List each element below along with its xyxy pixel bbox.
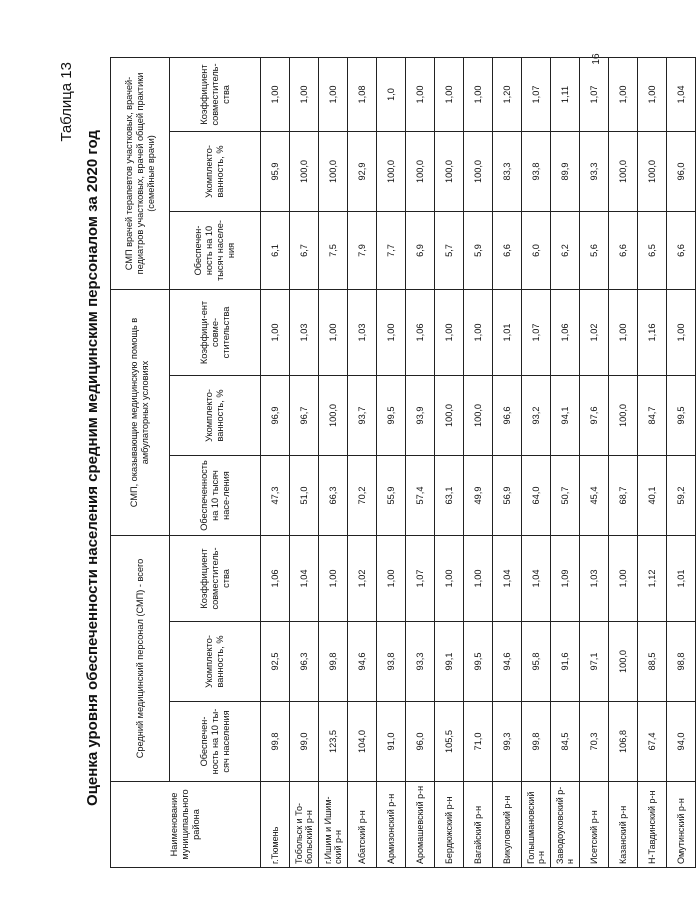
value-cell: 1,07 [406,536,435,622]
value-cell: 96,9 [261,376,290,456]
district-name-cell: Абатский р-н [348,782,377,868]
value-cell: 83,3 [493,132,522,212]
table-row [551,58,580,868]
value-cell: 6,6 [493,212,522,290]
table-row [435,58,464,868]
district-name-cell: Омутинский р-н [667,782,696,868]
value-cell: 100,0 [435,132,464,212]
district-name-cell: Заводоуковский р-н [551,782,580,868]
table-row [290,58,319,868]
value-cell: 70,2 [348,456,377,536]
value-cell: 55,9 [377,456,406,536]
value-cell: 123,5 [319,702,348,782]
value-cell: 96,7 [290,376,319,456]
value-cell: 6,5 [638,212,667,290]
value-cell: 49,9 [464,456,493,536]
value-cell: 99,8 [522,702,551,782]
district-name-cell: Казанский р-н [609,782,638,868]
value-cell: 97,1 [580,622,609,702]
value-cell: 99,0 [290,702,319,782]
value-cell: 99,8 [319,622,348,702]
table-row [580,58,609,868]
value-cell: 100,0 [319,376,348,456]
value-cell: 93,3 [406,622,435,702]
value-cell: 96,0 [406,702,435,782]
value-cell: 1,00 [435,58,464,132]
staffing-table [110,57,696,868]
value-cell: 50,7 [551,456,580,536]
value-cell: 1,00 [609,290,638,376]
value-cell: 1,01 [667,536,696,622]
value-cell: 94,0 [667,702,696,782]
district-name-cell: Тобольск и То-больский р-н [290,782,319,868]
value-cell: 100,0 [464,376,493,456]
table-row [319,58,348,868]
value-cell: 1,00 [464,536,493,622]
value-cell: 1,07 [522,58,551,132]
value-cell: 1,00 [435,536,464,622]
value-cell: 6,6 [667,212,696,290]
value-cell: 1,00 [319,536,348,622]
value-cell: 1,01 [493,290,522,376]
value-cell: 5,6 [580,212,609,290]
value-cell: 99,5 [667,376,696,456]
value-cell: 7,9 [348,212,377,290]
value-cell: 95,8 [522,622,551,702]
header-staffing: Укомплекто-ванность, % [170,132,261,212]
value-cell: 1,07 [580,58,609,132]
value-cell: 1,02 [348,536,377,622]
header-staffing: Укомплекто-ванность, % [170,376,261,456]
table-row [638,58,667,868]
value-cell: 1,03 [290,290,319,376]
value-cell: 99,5 [464,622,493,702]
value-cell: 1,00 [377,536,406,622]
value-cell: 57,4 [406,456,435,536]
value-cell: 1,04 [290,536,319,622]
table-header [111,58,261,868]
table-row [667,58,696,868]
value-cell: 104,0 [348,702,377,782]
value-cell: 7,7 [377,212,406,290]
page-number: 16 [591,53,602,65]
value-cell: 95,9 [261,132,290,212]
value-cell: 84,7 [638,376,667,456]
value-cell: 1,00 [377,290,406,376]
value-cell: 1,0 [377,58,406,132]
value-cell: 93,9 [406,376,435,456]
value-cell: 1,11 [551,58,580,132]
table-row [464,58,493,868]
district-name-cell: г.Тюмень [261,782,290,868]
value-cell: 99,1 [435,622,464,702]
value-cell: 1,09 [551,536,580,622]
district-name-cell: Викуловский р-н [493,782,522,868]
value-cell: 100,0 [290,132,319,212]
value-cell: 6,7 [290,212,319,290]
value-cell: 64,0 [522,456,551,536]
value-cell: 93,7 [348,376,377,456]
district-name-cell: Голышмановский р-н [522,782,551,868]
value-cell: 1,04 [522,536,551,622]
value-cell: 7,5 [319,212,348,290]
document-title: Оценка уровня обеспеченности населения средним медицинским персоналом за 2020 год [84,130,101,806]
value-cell: 1,00 [609,536,638,622]
value-cell: 1,00 [261,58,290,132]
header-staffing: Укомплекто-ванность, % [170,622,261,702]
value-cell: 94,1 [551,376,580,456]
district-name-cell: Аромашевский р-н [406,782,435,868]
header-district-name: Наименование муниципального района [111,782,261,868]
value-cell: 93,8 [522,132,551,212]
value-cell: 1,08 [348,58,377,132]
header-coefficient: Коэффици-ент совме-стительства [170,290,261,376]
table-row [609,58,638,868]
value-cell: 84,5 [551,702,580,782]
value-cell: 1,06 [551,290,580,376]
value-cell: 100,0 [377,132,406,212]
value-cell: 51,0 [290,456,319,536]
value-cell: 59,2 [667,456,696,536]
value-cell: 100,0 [464,132,493,212]
value-cell: 68,7 [609,456,638,536]
value-cell: 5,9 [464,212,493,290]
value-cell: 47,3 [261,456,290,536]
value-cell: 40,1 [638,456,667,536]
value-cell: 91,0 [377,702,406,782]
value-cell: 1,06 [261,536,290,622]
value-cell: 105,5 [435,702,464,782]
value-cell: 99,8 [261,702,290,782]
value-cell: 1,00 [319,290,348,376]
value-cell: 100,0 [406,132,435,212]
header-coefficient: Коэффициент совместитель-ства [170,536,261,622]
district-name-cell: Бердюжский р-н [435,782,464,868]
value-cell: 1,20 [493,58,522,132]
value-cell: 6,9 [406,212,435,290]
table-row [377,58,406,868]
value-cell: 93,2 [522,376,551,456]
value-cell: 6,2 [551,212,580,290]
value-cell: 100,0 [609,132,638,212]
value-cell: 6,1 [261,212,290,290]
header-group-ambulatory: СМП, оказывающие медицинскую помощь в амбулаторных условиях [111,290,170,536]
value-cell: 93,8 [377,622,406,702]
value-cell: 1,00 [464,58,493,132]
value-cell: 106,8 [609,702,638,782]
value-cell: 96,3 [290,622,319,702]
table-body [261,58,696,868]
value-cell: 1,03 [580,536,609,622]
value-cell: 94,6 [493,622,522,702]
table-row [348,58,377,868]
value-cell: 100,0 [319,132,348,212]
value-cell: 92,5 [261,622,290,702]
table-row [493,58,522,868]
value-cell: 1,03 [348,290,377,376]
value-cell: 1,16 [638,290,667,376]
value-cell: 70,3 [580,702,609,782]
value-cell: 91,6 [551,622,580,702]
value-cell: 1,00 [290,58,319,132]
value-cell: 93,3 [580,132,609,212]
value-cell: 1,07 [522,290,551,376]
value-cell: 100,0 [435,376,464,456]
value-cell: 5,7 [435,212,464,290]
value-cell: 1,00 [435,290,464,376]
value-cell: 1,06 [406,290,435,376]
value-cell: 56,9 [493,456,522,536]
value-cell: 96,6 [493,376,522,456]
value-cell: 99,5 [377,376,406,456]
value-cell: 66,3 [319,456,348,536]
value-cell: 63,1 [435,456,464,536]
value-cell: 88,5 [638,622,667,702]
value-cell: 92,9 [348,132,377,212]
value-cell: 1,04 [667,58,696,132]
value-cell: 1,00 [464,290,493,376]
value-cell: 6,0 [522,212,551,290]
value-cell: 1,00 [638,58,667,132]
value-cell: 45,4 [580,456,609,536]
table-row [261,58,290,868]
value-cell: 100,0 [609,622,638,702]
value-cell: 1,04 [493,536,522,622]
value-cell: 97,6 [580,376,609,456]
value-cell: 71,0 [464,702,493,782]
table-label: Таблица 13 [58,62,75,142]
value-cell: 98,8 [667,622,696,702]
value-cell: 1,00 [261,290,290,376]
header-group-district-doctors: СМП врачей терапевтов участковых, врачей-педиатров участковых, врачей общей практики (семейные врачи) [111,58,170,290]
value-cell: 1,00 [609,58,638,132]
value-cell: 94,6 [348,622,377,702]
table-row [406,58,435,868]
value-cell: 1,12 [638,536,667,622]
header-group-total: Средний медицинский персонал (СМП) - всего [111,536,170,782]
district-name-cell: Армизонский р-н [377,782,406,868]
value-cell: 100,0 [609,376,638,456]
value-cell: 1,02 [580,290,609,376]
rotated-page-content [58,48,686,888]
header-provision: Обеспеченность на 10 тысяч насе-ления [170,456,261,536]
value-cell: 1,00 [319,58,348,132]
district-name-cell: Н-Тавдинский р-н [638,782,667,868]
value-cell: 1,00 [667,290,696,376]
value-cell: 6,6 [609,212,638,290]
value-cell: 99,3 [493,702,522,782]
header-provision: Обеспечен-ность на 10 тысяч населе-ния [170,212,261,290]
value-cell: 100,0 [638,132,667,212]
district-name-cell: Вагайский р-н [464,782,493,868]
district-name-cell: Исетский р-н [580,782,609,868]
header-provision: Обеспечен-ность на 10 ты-сяч населения [170,702,261,782]
header-coefficient: Коэффициент совместитель-ства [170,58,261,132]
value-cell: 67,4 [638,702,667,782]
district-name-cell: г.Ишим и Ишим-ский р-н [319,782,348,868]
value-cell: 1,00 [406,58,435,132]
table-row [522,58,551,868]
value-cell: 89,9 [551,132,580,212]
value-cell: 96,0 [667,132,696,212]
